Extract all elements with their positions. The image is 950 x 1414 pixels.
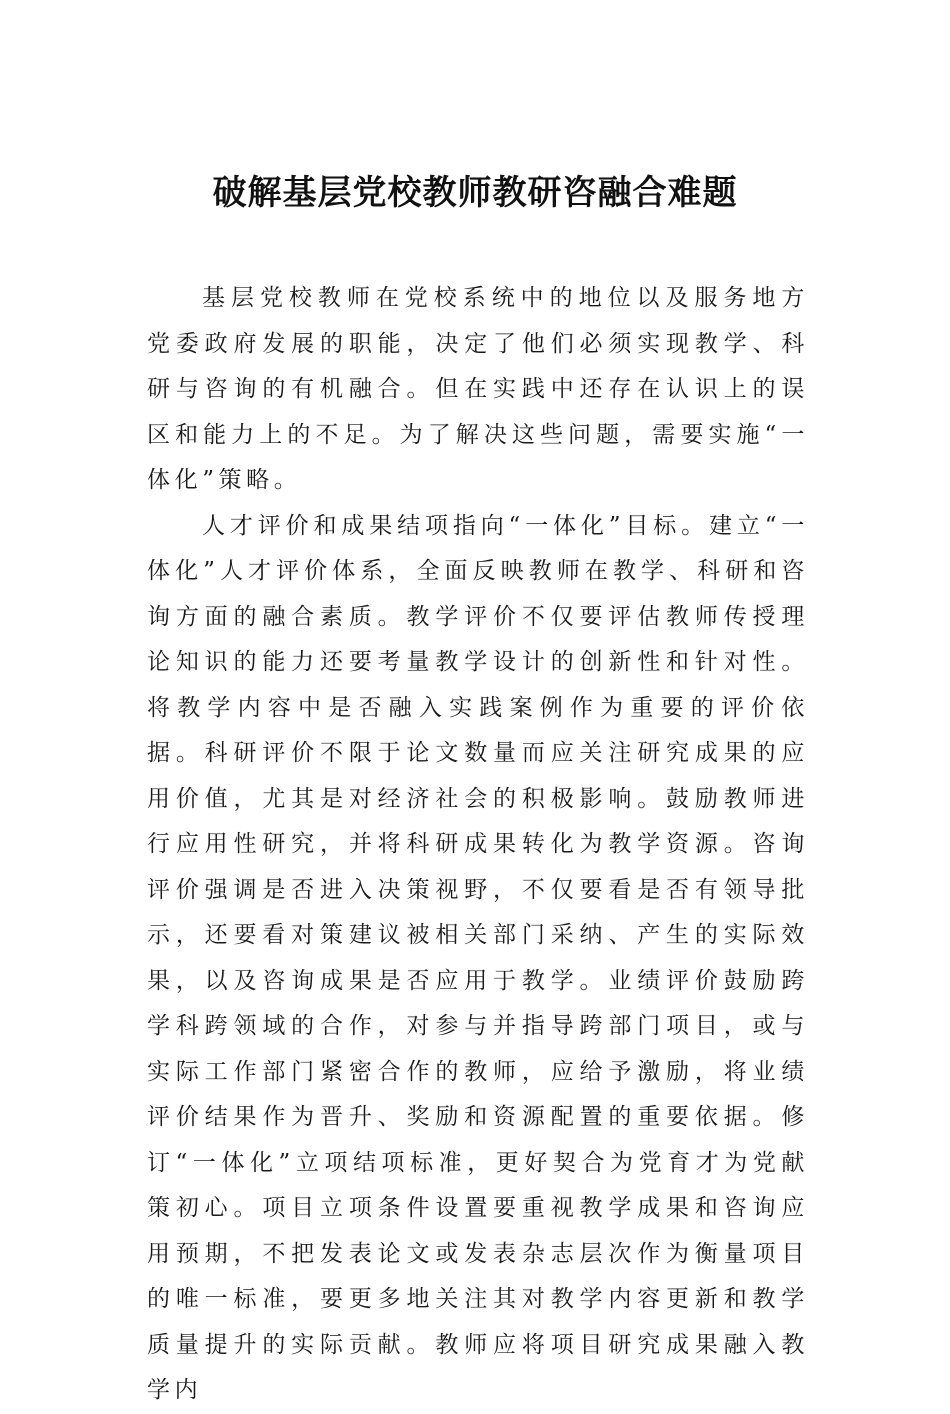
paragraph-2: 人才评价和成果结项指向“一体化”目标。建立“一体化”人才评价体系，全面反映教师在教学、科研和咨询方面的融合素质。教学评价不仅要评估教师传授理论知识的能力还要考量教学设计的创新性和针对性。将教学内容中是否融入实践案例作为重要的评价依据。科研评价不限于论文数量而应关注研究成果的应用价值，尤其是对经济社会的积极影响。鼓励教师进行应用性研究，并将科研成果转化为教学资源。咨询评价强调是否进入决策视野，不仅要看是否有领导批示，还要看对策建议被相关部门采纳、产生的实际效果，以及咨询成果是否应用于教学。业绩评价鼓励跨学科跨领域的合作，对参与并指导跨部门项目，或与实际工作部门紧密合作的教师，应给予激励，将业绩评价结果作为晋升、奖励和资源配置的重要依据。修订“一体化”立项结项标准，更好契合为党育才为党献策初心。项目立项条件设置要重视教学成果和咨询应用预期，不把发表论文或发表杂志层次作为衡量项目的唯一标准，要更多地关注其对教学内容更新和教学质量提升的实际贡献。教师应将项目研究成果融入教学内 [147, 512, 809, 1403]
document-body [147, 276, 809, 1414]
document-title: 破解基层党校教师教研咨融合难题 [212, 173, 738, 213]
paragraph-1: 基层党校教师在党校系统中的地位以及服务地方党委政府发展的职能，决定了他们必须实现教学、科研与咨询的有机融合。但在实践中还存在认识上的误区和能力上的不足。为了解决这些问题，需要实施“一体化”策略。 [147, 285, 809, 493]
